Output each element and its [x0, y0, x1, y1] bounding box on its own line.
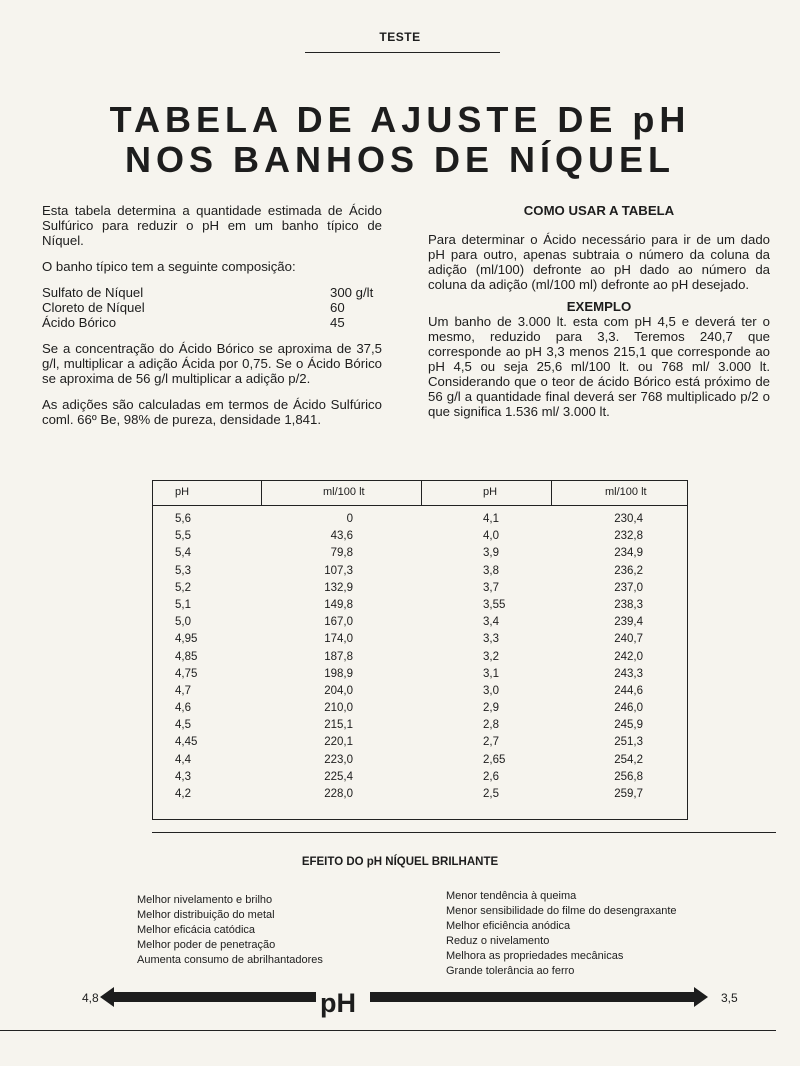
effect-item: Melhora as propriedades mecânicas — [446, 950, 624, 962]
ph-cell: 2,7 — [483, 736, 499, 749]
ph-cell: 4,6 — [175, 702, 191, 715]
ml-cell: 254,2 — [614, 753, 643, 766]
ml-cell: 223,0 — [324, 753, 353, 766]
ph-scale-label: pH — [320, 988, 356, 1018]
header-ml: ml/100 lt — [605, 486, 647, 498]
table-row — [153, 651, 687, 668]
ml-cell: 242,0 — [614, 650, 643, 663]
ph-cell: 5,2 — [175, 581, 191, 594]
table-row — [153, 616, 687, 633]
ml-cell: 132,9 — [324, 581, 353, 594]
ph-cell: 4,0 — [483, 530, 499, 543]
instructions-paragraph: Para determinar o Ácido necessário para ir de um dado pH para outro, apenas subtraia o número da coluna da adição (ml/100) defronte ao pH dado ao número da coluna da adição (ml/100 ml) defronte ao pH desejado. — [428, 232, 770, 292]
ml-cell: 251,3 — [614, 736, 643, 749]
header-ml: ml/100 lt — [323, 486, 365, 498]
ml-cell: 256,8 — [614, 770, 643, 783]
ml-cell: 237,0 — [614, 581, 643, 594]
table-row — [153, 633, 687, 650]
ml-cell: 244,6 — [614, 684, 643, 697]
table-row — [153, 788, 687, 805]
page-title-line-2: NOS BANHOS DE NÍQUEL — [124, 139, 676, 180]
ph-cell: 4,7 — [175, 684, 191, 697]
composition-value: 300 g/lt — [330, 285, 374, 300]
arrow-right-icon — [370, 986, 708, 1008]
ph-cell: 5,4 — [175, 547, 191, 560]
ph-cell: 2,5 — [483, 788, 499, 800]
ml-cell: 245,9 — [614, 719, 643, 732]
ml-cell: 149,8 — [324, 598, 353, 611]
table-header — [153, 481, 687, 506]
header-ph: pH — [175, 486, 190, 498]
column-divider — [421, 481, 422, 505]
effects-title: EFEITO DO pH NÍQUEL BRILHANTE — [301, 856, 499, 868]
ml-cell: 228,0 — [324, 788, 353, 800]
column-divider — [551, 481, 552, 505]
table-row — [153, 513, 687, 530]
ml-cell: 239,4 — [614, 616, 643, 629]
effect-item: Melhor eficácia catódica — [137, 924, 256, 936]
table-row — [153, 719, 687, 736]
ml-cell: 79,8 — [330, 547, 353, 560]
ph-cell: 3,9 — [483, 547, 499, 560]
ph-cell: 2,65 — [483, 753, 506, 766]
ph-cell: 3,7 — [483, 581, 499, 594]
ml-cell: 0 — [346, 513, 353, 525]
effect-item: Grande tolerância ao ferro — [446, 965, 575, 977]
ml-cell: 220,1 — [324, 736, 353, 749]
example-paragraph: Um banho de 3.000 lt. esta com pH 4,5 e deverá ter o mesmo, reduzido para 3,3. Teremos 240,7 que corresponde ao pH 3,3 menos 215,1 que corresponde ao pH 4,5 ou seja 25,6 ml/100 lt. ou 768 ml/ 3.000 lt. Considerando que o teor de ácido Bórico está próximo de 56 g/l a quantidade final deverá ser 768 multiplicado p/2 o que significa 1.536 ml/ 3.000 lt. — [428, 314, 770, 419]
table-row — [153, 736, 687, 753]
ph-scale-left-value: 4,8 — [82, 991, 99, 1005]
ml-cell: 43,6 — [330, 530, 353, 543]
composition-list — [42, 285, 382, 330]
section-divider — [305, 52, 500, 53]
effect-item: Menor tendência à queima — [446, 890, 577, 902]
composition-name: Ácido Bórico — [42, 315, 117, 330]
ml-cell: 243,3 — [614, 667, 643, 680]
ph-cell: 3,1 — [483, 667, 499, 680]
ph-cell: 3,3 — [483, 633, 499, 646]
ml-cell: 246,0 — [614, 702, 643, 715]
header-ph: pH — [483, 486, 498, 498]
composition-value: 45 — [330, 315, 345, 330]
effect-item: Melhor poder de penetração — [137, 939, 276, 951]
table-body — [153, 513, 687, 805]
composition-name: Cloreto de Níquel — [42, 300, 145, 315]
composition-item — [42, 300, 382, 315]
table-row — [153, 599, 687, 616]
ml-cell: 234,9 — [614, 547, 643, 560]
ph-cell: 4,45 — [175, 736, 198, 749]
ml-cell: 230,4 — [614, 513, 643, 525]
effect-item: Aumenta consumo de abrilhantadores — [137, 954, 323, 966]
composition-intro: O banho típico tem a seguinte composição: — [42, 259, 296, 274]
table-row — [153, 547, 687, 564]
additions-note: As adições são calculadas em termos de Ácido Sulfúrico coml. 66º Be, 98% de pureza, densidade 1,841. — [42, 397, 382, 427]
left-column — [42, 203, 382, 427]
arrow-left-icon — [100, 986, 316, 1008]
ml-cell: 107,3 — [324, 564, 353, 577]
right-column — [428, 203, 770, 419]
ph-cell: 3,8 — [483, 564, 499, 577]
ph-cell: 4,85 — [175, 650, 198, 663]
page-title-line-1: TABELA DE AJUSTE DE pH — [109, 99, 691, 140]
column-divider — [261, 481, 262, 505]
ph-cell: 3,55 — [483, 598, 506, 611]
ml-cell: 238,3 — [614, 598, 643, 611]
effect-item: Menor sensibilidade do filme do desengraxante — [446, 905, 677, 917]
table-row — [153, 530, 687, 547]
effect-item: Melhor distribuição do metal — [137, 909, 275, 921]
ml-cell: 198,9 — [324, 667, 353, 680]
composition-name: Sulfato de Níquel — [42, 285, 144, 300]
effect-item: Reduz o nivelamento — [446, 935, 550, 947]
table-row — [153, 685, 687, 702]
ph-cell: 4,2 — [175, 788, 191, 800]
ph-cell: 5,0 — [175, 616, 191, 629]
ph-cell: 5,1 — [175, 598, 191, 611]
ph-cell: 2,8 — [483, 719, 499, 732]
effects-right-list — [446, 889, 677, 979]
ph-cell: 4,3 — [175, 770, 191, 783]
ph-cell: 4,4 — [175, 753, 191, 766]
table-row — [153, 565, 687, 582]
ml-cell: 174,0 — [324, 633, 353, 646]
composition-item — [42, 315, 382, 330]
ml-cell: 225,4 — [324, 770, 353, 783]
section-label: TESTE — [379, 30, 421, 44]
effects-left-list — [137, 893, 323, 968]
ph-scale-right-value: 3,5 — [721, 991, 738, 1005]
ph-cell: 4,1 — [483, 513, 499, 525]
ml-cell: 236,2 — [614, 564, 643, 577]
table-row — [153, 668, 687, 685]
divider-line — [152, 832, 776, 833]
boric-acid-note: Se a concentração do Ácido Bórico se aproxima de 37,5 g/l, multiplicar a adição Ácida por 0,75. Se o Ácido Bórico se aproxima de 56 g/l multiplicar a adição p/2. — [42, 341, 382, 386]
table-row — [153, 702, 687, 719]
ph-cell: 4,95 — [175, 633, 198, 646]
ph-cell: 5,6 — [175, 513, 191, 525]
table-row — [153, 754, 687, 771]
ph-adjustment-table — [152, 480, 688, 820]
effect-item: Melhor eficiência anódica — [446, 920, 571, 932]
composition-value: 60 — [330, 300, 345, 315]
ph-cell: 3,2 — [483, 650, 499, 663]
table-row — [153, 771, 687, 788]
table-row — [153, 582, 687, 599]
ml-cell: 232,8 — [614, 530, 643, 543]
effect-item: Melhor nivelamento e brilho — [137, 894, 273, 906]
ph-cell: 5,3 — [175, 564, 191, 577]
footer-divider — [0, 1030, 776, 1031]
ml-cell: 167,0 — [324, 616, 353, 629]
example-heading: EXEMPLO — [566, 299, 632, 314]
ml-cell: 259,7 — [614, 788, 643, 800]
ph-cell: 3,4 — [483, 616, 499, 629]
ph-cell: 3,0 — [483, 684, 499, 697]
ml-cell: 204,0 — [324, 684, 353, 697]
ml-cell: 187,8 — [324, 650, 353, 663]
ph-cell: 4,75 — [175, 667, 198, 680]
ph-cell: 5,5 — [175, 530, 191, 543]
ml-cell: 210,0 — [324, 702, 353, 715]
ml-cell: 215,1 — [324, 719, 353, 732]
ml-cell: 240,7 — [614, 633, 643, 646]
intro-paragraph: Esta tabela determina a quantidade estimada de Ácido Sulfúrico para reduzir o pH em um banho típico de Níquel. — [42, 203, 382, 248]
ph-cell: 2,6 — [483, 770, 499, 783]
ph-cell: 2,9 — [483, 702, 499, 715]
how-to-use-heading: COMO USAR A TABELA — [523, 203, 675, 218]
ph-cell: 4,5 — [175, 719, 191, 732]
composition-item — [42, 285, 382, 300]
